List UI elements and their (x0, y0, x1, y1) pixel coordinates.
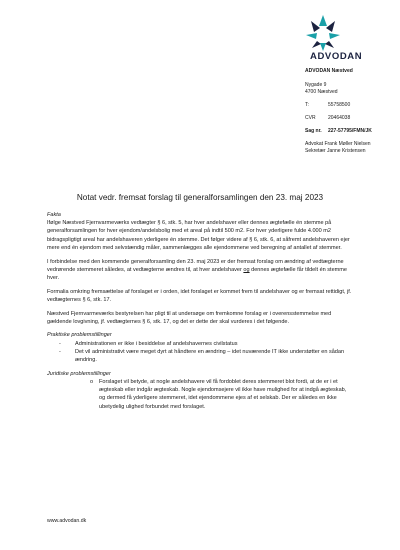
sender-secretary: Sekretær Janne Kristensen (305, 148, 366, 154)
list-item: - Administrationen er ikke i besiddelse af andelshavernes civilstatus (47, 340, 352, 348)
sender-phone-row (305, 102, 397, 109)
sender-lawyer: Advokat Frank Møller Nielsen (305, 141, 371, 147)
case-label: Sag nr. (305, 128, 322, 134)
memo-body (47, 211, 352, 411)
forslag-paragraph (47, 258, 352, 283)
forslag-text-b: dennes ægtefælle får tildelt én stemme hver. (47, 266, 348, 281)
cvr-label: CVR (305, 115, 316, 121)
juridiske-list (47, 378, 352, 411)
fakta-paragraph: Ifølge Næstved Fjernvarmeværks vedtægter § 6, stk. 5, har hver andelshaver eller dennes ægtefælle én stemme på generalforsamlingen for hver ejendom/andelsbolig med et areal på indtil 500 m2. For hver yderligere fulde 4.000 m2 bidragspligtigt areal har andelshaveren yderligere én stemme. Det følger videre af § 6, stk. 6, at såfremt andelshaveren ejer mere end én ejendom med selvstændig måler, sammenlægges alle ejendommene ved beregning af antallet af stemmer. (47, 220, 350, 251)
list-item: o Forslaget vil betyde, at nogle andelshavere vil få fordoblet deres stemmeret blot fordi, at de er i et ægteskab eller indgår ægteskab. Nogle ejendomsejere vil ikke have mulighed for at indgå ægteskab, og dermed få yderligere stemmeret, idet ejendommene ejes af et selskab. Der er således en ikke ubetydelig ulighed forbundet med forslaget. (47, 378, 352, 411)
phone-value: 55758500 (328, 102, 351, 108)
juridiske-heading: Juridiske problemstillinger (47, 370, 111, 377)
brand-name: ADVODAN (310, 51, 363, 62)
bestyrelsen-paragraph: Næstved Fjernvarmeværks bestyrelsen har pligt til at undersøge om fremkomne forslag er i overensstemmelse med gældende lovgivning, jf. vedtægternes § 6, stk. 17, og det er dette der skal vurderes i det følgende. (47, 310, 332, 325)
sender-block (305, 68, 397, 155)
footer-url[interactable]: www.advodan.dk (47, 518, 87, 524)
sender-office: ADVODAN Næstved (305, 68, 353, 74)
sender-cvr-row (305, 115, 397, 122)
praktiske-list (47, 340, 352, 365)
forslag-text-og: og (243, 266, 250, 273)
phone-label: T: (305, 102, 309, 108)
praktiske-heading: Praktiske problemstillinger (47, 332, 112, 339)
sender-city: 4700 Næstved (305, 89, 338, 95)
case-value: 227-57795/FMN/JK (328, 128, 372, 134)
fakta-heading: Fakta (47, 212, 61, 218)
cvr-value: 20464038 (328, 115, 351, 121)
advodan-logo-icon (303, 13, 343, 53)
sender-case-row (305, 128, 397, 135)
list-item: - Det vil administrativt være meget dyrt at håndtere en ændring – idet nuværende IT ikke understøtter en sådan ændring. (47, 348, 352, 364)
forslag-text-a: I forbindelse med den kommende generalforsamling den 23. maj 2023 er der fremsat forslag om ændring af vedtægterne vedrørende stemmeret således, at vedtægterne ændres til, at hver andelshaver (47, 258, 344, 273)
sender-street: Nygade 9 (305, 82, 327, 88)
formalia-paragraph: Formalia omkring fremsættelse af forslaget er i orden, idet forslaget er kommet frem til andelshaver og er fremsat rettidigt, jf. vedtægternes § 6, stk. 17. (47, 288, 352, 303)
page-title: Notat vedr. fremsat forslag til generalforsamlingen den 23. maj 2023 (76, 193, 324, 202)
